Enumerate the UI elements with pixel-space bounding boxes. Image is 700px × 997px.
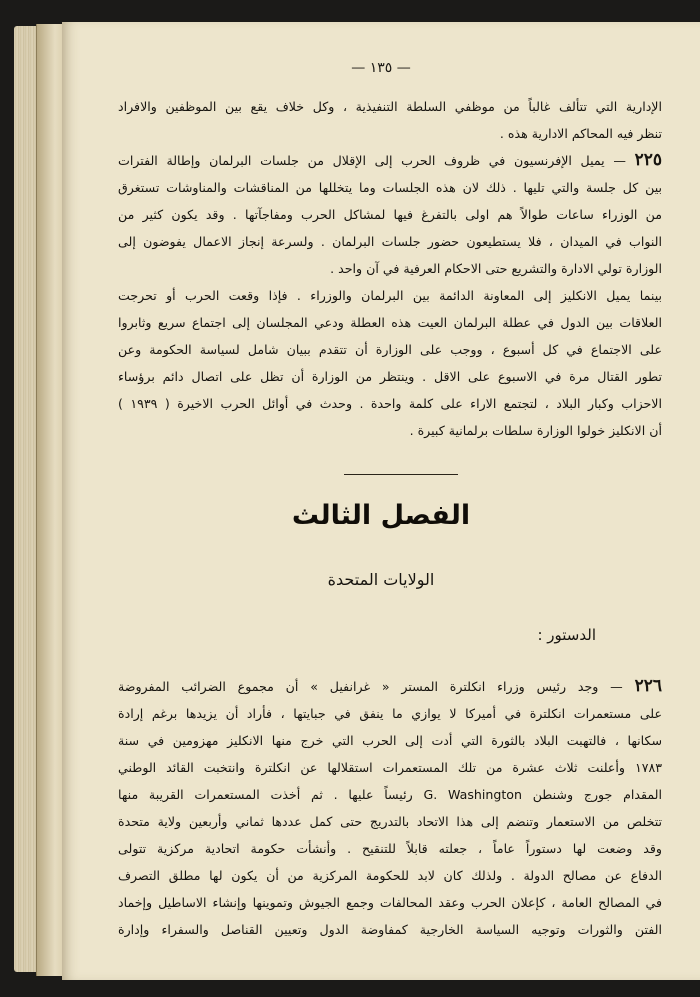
text-line: العلاقات بين الدول في عطلة البرلمان العيت هذه العطلة ودعي المجلسان إلى اجتماع سريع وثابروا [118, 315, 662, 330]
chapter-title: الفصل الثالث [291, 500, 471, 531]
text-line: أن الانكليز خولوا الوزارة سلطات برلمانية كبيرة . [409, 423, 662, 438]
washington-line [118, 781, 662, 808]
section-divider [344, 474, 458, 475]
text-line: الاحزاب وكبار البلاد ، لتجتمع الاراء على كلمة واحدة . وحدث في أوائل الحرب الاخيرة ( ١٩٣٩ ) [118, 396, 662, 411]
page-number: — ١٣٥ — [351, 60, 411, 76]
text-span: رئيساً عليها . ثم أخذت المستعمرات القريبة منها [118, 787, 413, 802]
text-line: بينما يميل الانكليز إلى المعاونة الدائمة بين البرلمان والوزراء . فإذا وقعت الحرب أو تحرجت [118, 288, 662, 303]
text-span: المقدام جورج وشنطن [532, 787, 662, 802]
text-line: سكانها ، فالتهبت البلاد بالثورة التي أدت إلى الحرب التي خرج منها الانكليز مهزومين في سنة [118, 733, 662, 748]
text-line: الفتن والثورات وتوجيه السياسة الخارجية كمفاوضة الدول وتعيين القناصل والسفراء وإدارة [118, 922, 662, 937]
text-line: في المصالح العامة ، كإعلان الحرب وعقد المحالفات وجمع الجيوش وتموينها وإنشاء الاساطيل وإخماد [118, 895, 662, 910]
paragraph-number: ٢٢٦ [634, 676, 662, 696]
text-line: الإدارية التي تتألف غالباً من موظفي السلطة التنفيذية ، وكل خلاف يقع بين الموظفين والافراد [118, 99, 662, 114]
text-line: تتخلص من الاستعمار وتنضم إلى هذا الاتحاد بالتدريج حتى كمل عددها ثماني وأربعين ولاية متحدة [118, 814, 662, 829]
text-line: تنظر فيه المحاكم الادارية هذه . [499, 126, 662, 141]
paragraph-226-first-line [118, 673, 662, 700]
text-block-upper [118, 93, 662, 444]
text-line: تطور القتال مرة في الاسبوع على الاقل . وينتظر من الوزارة أن تظل على اتصال دائم برؤساء [118, 369, 662, 384]
section-title: الولايات المتحدة [327, 570, 435, 589]
text-line: ١٧٨٣ وأعلنت ثلاث عشرة من تلك المستعمرات استقلالها عن انكلترة وانتخبت القائد الوطني [118, 760, 662, 775]
text-line: من الوزراء ساعات طوالاً هم اولى بالتفرغ فيها لمشاكل الحرب ومفاجآتها . وقد يكون كثير من [118, 207, 662, 222]
text-line: على الاجتماع في كل أسبوع ، ووجب على الوزارة أن تتقدم ببيان شامل لسياسة الحكومة وعن [118, 342, 662, 357]
text-line: الوزارة تولي الادارة والتشريع حتى الاحكام العرفية في آن واحد . [330, 261, 662, 276]
text-line: وقد وضعت لها دستوراً عاماً ، جعلته قابلاً للتنقيح . وأنشأت حكومة اتحادية مركزية تتولى [118, 841, 662, 856]
text-block-lower [118, 673, 662, 943]
text-line: بين كل جلسة والتي تليها . ذلك لان هذه الجلسات وما يتخللها من المناقشات والمناوشات تستغرق [118, 180, 662, 195]
paragraph-number: ٢٢٥ [634, 150, 662, 170]
text-span: — وجد رئيس وزراء انكلترة المستر « غرانفيل » أن مجموع الضرائب المفروضة [118, 679, 623, 694]
paragraph-225-first-line [118, 147, 662, 174]
latin-name: G. Washington [423, 787, 522, 802]
book-page [62, 22, 700, 980]
text-span: — يميل الإفرنسيون في ظروف الحرب إلى الإقلال من جلسات البرلمان وإطالة الفترات [118, 153, 626, 168]
text-line: الدفاع عن مصالح الدولة . ولذلك كان لابد للحكومة المركزية من أن يكون لها مطلق التصرف [118, 868, 662, 883]
text-line: النواب في الميدان ، فلا يستطيعون حضور جلسات البرلمان . ولسرعة إنجاز الاعمال يفوضون إلى [118, 234, 662, 249]
subheading-constitution: الدستور : [537, 626, 596, 644]
text-line: على مستعمرات انكلترة في أميركا لا يوازي ما ينفق في جبايتها ، فأراد أن يزيدها برغم إرادة [118, 706, 662, 721]
